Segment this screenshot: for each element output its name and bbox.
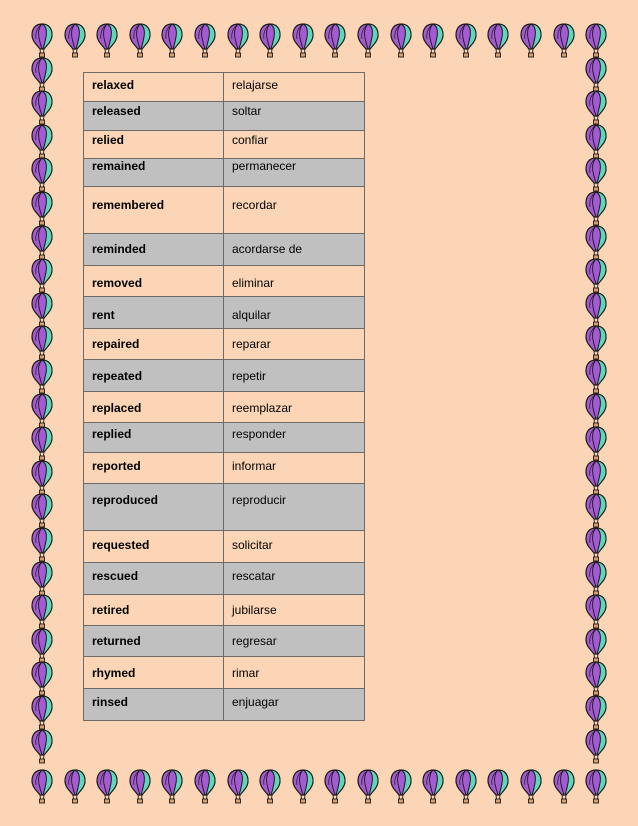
spanish-translation: reparar: [224, 329, 365, 360]
vocab-row: [84, 484, 365, 531]
english-word: relaxed: [84, 73, 224, 102]
vocab-row: [84, 392, 365, 423]
hot-air-balloon-icon: [455, 768, 477, 804]
vocab-row: [84, 73, 365, 102]
spanish-translation: repetir: [224, 360, 365, 392]
hot-air-balloon-icon: [129, 22, 151, 58]
vocab-row: [84, 297, 365, 329]
spanish-translation: eliminar: [224, 266, 365, 297]
hot-air-balloon-icon: [31, 156, 53, 192]
spanish-translation: relajarse: [224, 73, 365, 102]
hot-air-balloon-icon: [585, 694, 607, 730]
vocab-row: [84, 187, 365, 234]
hot-air-balloon-icon: [31, 694, 53, 730]
spanish-translation: enjuagar: [224, 689, 365, 721]
vocab-row: [84, 657, 365, 689]
english-word: removed: [84, 266, 224, 297]
spanish-translation: acordarse de: [224, 234, 365, 266]
hot-air-balloon-icon: [31, 291, 53, 327]
vocab-row: [84, 234, 365, 266]
hot-air-balloon-icon: [161, 22, 183, 58]
vocab-row: [84, 159, 365, 187]
vocab-row: [84, 453, 365, 484]
english-word: replied: [84, 423, 224, 453]
hot-air-balloon-icon: [96, 22, 118, 58]
vocab-row: [84, 131, 365, 159]
hot-air-balloon-icon: [553, 768, 575, 804]
hot-air-balloon-icon: [585, 627, 607, 663]
hot-air-balloon-icon: [96, 768, 118, 804]
spanish-translation: alquilar: [224, 297, 365, 329]
hot-air-balloon-icon: [31, 526, 53, 562]
spanish-translation: rimar: [224, 657, 365, 689]
hot-air-balloon-icon: [31, 459, 53, 495]
english-word: released: [84, 102, 224, 131]
vocab-row: [84, 423, 365, 453]
hot-air-balloon-icon: [259, 768, 281, 804]
hot-air-balloon-icon: [585, 392, 607, 428]
hot-air-balloon-icon: [585, 190, 607, 226]
hot-air-balloon-icon: [357, 768, 379, 804]
spanish-translation: confiar: [224, 131, 365, 159]
vocabulary-table-body: [84, 73, 365, 721]
hot-air-balloon-icon: [227, 768, 249, 804]
hot-air-balloon-icon: [324, 22, 346, 58]
spanish-translation: responder: [224, 423, 365, 453]
hot-air-balloon-icon: [585, 593, 607, 629]
english-word: rent: [84, 297, 224, 329]
spanish-translation: permanecer: [224, 159, 365, 187]
english-word: rescued: [84, 563, 224, 595]
hot-air-balloon-icon: [585, 560, 607, 596]
hot-air-balloon-icon: [31, 89, 53, 125]
hot-air-balloon-icon: [487, 22, 509, 58]
english-word: returned: [84, 626, 224, 657]
vocab-row: [84, 563, 365, 595]
hot-air-balloon-icon: [585, 492, 607, 528]
hot-air-balloon-icon: [455, 22, 477, 58]
vocab-row: [84, 689, 365, 721]
hot-air-balloon-icon: [31, 56, 53, 92]
english-word: requested: [84, 531, 224, 563]
hot-air-balloon-icon: [31, 257, 53, 293]
hot-air-balloon-icon: [324, 768, 346, 804]
hot-air-balloon-icon: [292, 768, 314, 804]
english-word: relied: [84, 131, 224, 159]
hot-air-balloon-icon: [585, 425, 607, 461]
hot-air-balloon-icon: [585, 459, 607, 495]
vocab-row: [84, 329, 365, 360]
english-word: reproduced: [84, 484, 224, 531]
spanish-translation: informar: [224, 453, 365, 484]
hot-air-balloon-icon: [31, 593, 53, 629]
spanish-translation: reemplazar: [224, 392, 365, 423]
hot-air-balloon-icon: [31, 492, 53, 528]
hot-air-balloon-icon: [31, 560, 53, 596]
english-word: remembered: [84, 187, 224, 234]
hot-air-balloon-icon: [31, 728, 53, 764]
vocab-row: [84, 102, 365, 131]
hot-air-balloon-icon: [390, 768, 412, 804]
spanish-translation: rescatar: [224, 563, 365, 595]
hot-air-balloon-icon: [585, 123, 607, 159]
hot-air-balloon-icon: [585, 768, 607, 804]
hot-air-balloon-icon: [31, 22, 53, 58]
english-word: replaced: [84, 392, 224, 423]
hot-air-balloon-icon: [357, 22, 379, 58]
hot-air-balloon-icon: [422, 22, 444, 58]
hot-air-balloon-icon: [585, 728, 607, 764]
vocab-row: [84, 595, 365, 626]
english-word: remained: [84, 159, 224, 187]
vocab-row: [84, 360, 365, 392]
hot-air-balloon-icon: [161, 768, 183, 804]
hot-air-balloon-icon: [194, 768, 216, 804]
spanish-translation: jubilarse: [224, 595, 365, 626]
hot-air-balloon-icon: [553, 22, 575, 58]
spanish-translation: solicitar: [224, 531, 365, 563]
hot-air-balloon-icon: [585, 291, 607, 327]
hot-air-balloon-icon: [487, 768, 509, 804]
hot-air-balloon-icon: [31, 627, 53, 663]
hot-air-balloon-icon: [31, 425, 53, 461]
english-word: rinsed: [84, 689, 224, 721]
hot-air-balloon-icon: [585, 324, 607, 360]
english-word: retired: [84, 595, 224, 626]
hot-air-balloon-icon: [31, 768, 53, 804]
hot-air-balloon-icon: [520, 768, 542, 804]
hot-air-balloon-icon: [585, 526, 607, 562]
hot-air-balloon-icon: [585, 89, 607, 125]
spanish-translation: reproducir: [224, 484, 365, 531]
hot-air-balloon-icon: [194, 22, 216, 58]
hot-air-balloon-icon: [31, 123, 53, 159]
vocab-row: [84, 266, 365, 297]
hot-air-balloon-icon: [585, 56, 607, 92]
english-word: rhymed: [84, 657, 224, 689]
hot-air-balloon-icon: [585, 22, 607, 58]
vocab-row: [84, 626, 365, 657]
hot-air-balloon-icon: [292, 22, 314, 58]
english-word: repeated: [84, 360, 224, 392]
hot-air-balloon-icon: [31, 660, 53, 696]
hot-air-balloon-icon: [31, 224, 53, 260]
english-word: repaired: [84, 329, 224, 360]
vocab-row: [84, 531, 365, 563]
hot-air-balloon-icon: [585, 156, 607, 192]
hot-air-balloon-icon: [585, 257, 607, 293]
hot-air-balloon-icon: [585, 224, 607, 260]
hot-air-balloon-icon: [227, 22, 249, 58]
english-word: reported: [84, 453, 224, 484]
hot-air-balloon-icon: [422, 768, 444, 804]
hot-air-balloon-icon: [31, 392, 53, 428]
hot-air-balloon-icon: [259, 22, 281, 58]
hot-air-balloon-icon: [390, 22, 412, 58]
spanish-translation: recordar: [224, 187, 365, 234]
hot-air-balloon-icon: [585, 358, 607, 394]
hot-air-balloon-icon: [64, 768, 86, 804]
spanish-translation: soltar: [224, 102, 365, 131]
hot-air-balloon-icon: [31, 324, 53, 360]
hot-air-balloon-icon: [520, 22, 542, 58]
spanish-translation: regresar: [224, 626, 365, 657]
hot-air-balloon-icon: [31, 358, 53, 394]
hot-air-balloon-icon: [64, 22, 86, 58]
vocabulary-table: [83, 72, 365, 721]
hot-air-balloon-icon: [129, 768, 151, 804]
hot-air-balloon-icon: [585, 660, 607, 696]
hot-air-balloon-icon: [31, 190, 53, 226]
english-word: reminded: [84, 234, 224, 266]
